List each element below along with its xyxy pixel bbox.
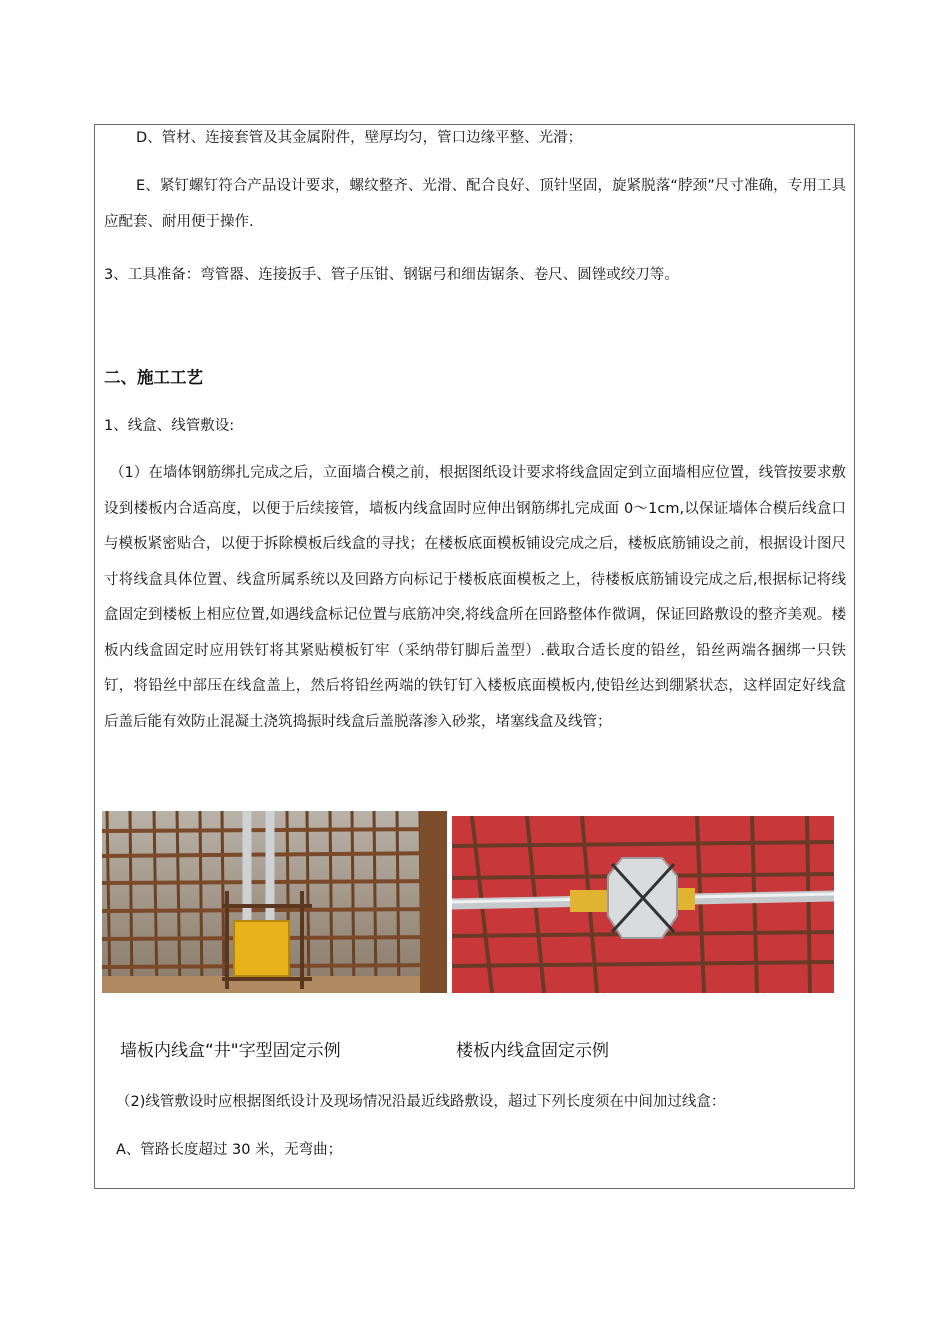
paragraph-1: （1）在墙体钢筋绑扎完成之后，立面墙合模之前，根据图纸设计要求将线盒固定到立面墙相应位置，线管按要求敷设到楼板内合适高度，以便于后续接管，墙板内线盒固时应伸出钢筋绑扎完成面 0～1cm,以保证墙体合模后线盒口与模板紧密贴合，以便于拆除模板后线盒的寻找；在楼板底面模板铺设完成之后，楼板底筋铺设之前，根据设计图尺寸将线盒具体位置、线盒所属系统以及回路方向标记于楼板底面模板之上，待楼板底筋铺设完成之后,根据标记将线盒固定到楼板上相应位置,如遇线盒标记位置与底筋冲突,将线盒所在回路整体作微调，保证回路敷设的整齐美观。楼板内线盒固定时应用铁钉将其紧贴模板钉牢（采纳带钉脚后盖型）.截取合适长度的铅丝，铅丝两端各捆绑一只铁钉，将铅丝中部压在线盒盖上，然后将铅丝两端的铁钉钉入楼板底面模板内,使铅丝达到绷紧状态，这样固定好线盒后盖后能有效防止混凝土浇筑捣振时线盒后盖脱落渗入砂浆，堵塞线盒及线管； — [104, 465, 846, 730]
item-d: D、管材、连接套管及其金属附件，壁厚均匀，管口边缘平整、光滑； — [136, 130, 583, 146]
caption-left: 墙板内线盒“井"字型固定示例 — [120, 1041, 341, 1061]
subsection-title: 1、线盒、线管敷设: — [104, 418, 235, 434]
item-e: E、紧钉螺钉符合产品设计要求，螺纹整齐、光滑、配合良好、顶针坚固，旋紧脱落“脖颈”尺寸准确，专用工具应配套、耐用便于操作. — [104, 178, 846, 230]
caption-right: 楼板内线盒固定示例 — [456, 1041, 609, 1061]
item-a: A、管路长度超过 30 米，无弯曲； — [116, 1142, 343, 1158]
tools-paragraph: 3、工具准备：弯管器、连接扳手、管子压钳、钢锯弓和细齿锯条、卷尺、圆锉或绞刀等。 — [104, 267, 679, 283]
paragraph-2: （2)线管敷设时应根据图纸设计及现场情况沿最近线路敷设，超过下列长度须在中间加过线盒： — [116, 1094, 726, 1110]
slab-box-photo — [452, 816, 834, 993]
section-title: 二、施工工艺 — [104, 368, 203, 387]
wall-box-photo — [102, 811, 447, 993]
